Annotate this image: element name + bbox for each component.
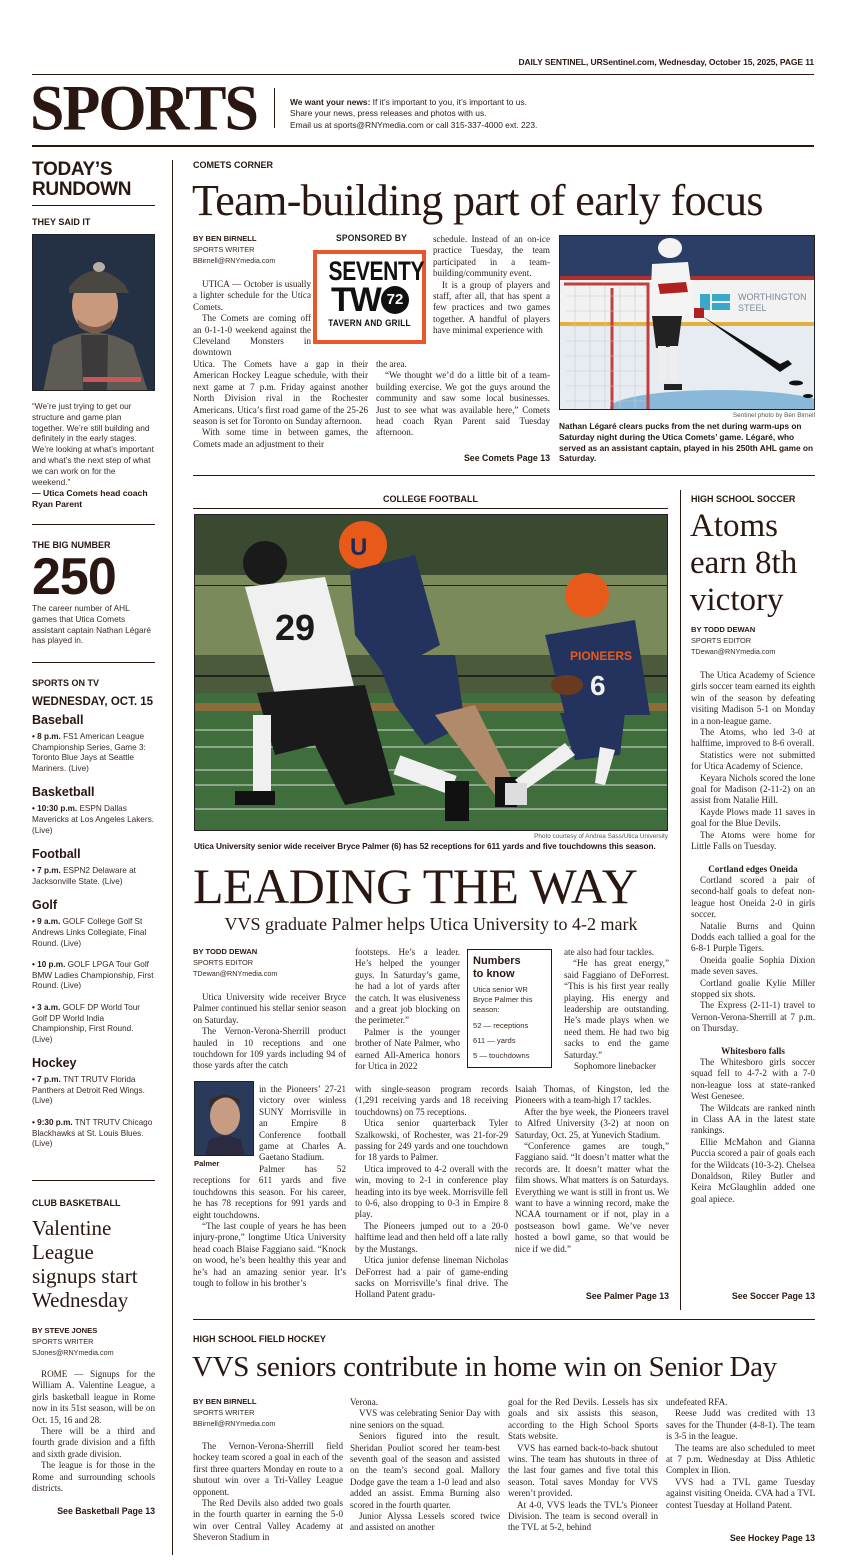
comets-byline — [193, 234, 311, 265]
tv-listing — [32, 804, 155, 836]
tv-listing — [32, 1118, 155, 1150]
paragraph: Sophomore linebacker — [574, 1061, 657, 1072]
they-said-it-kicker: THEY SAID IT — [32, 217, 91, 227]
news-note-line1: If it’s important to you, it’s important to us. — [370, 97, 527, 107]
news-note-lead: We want your news: — [290, 97, 371, 107]
paragraph: The Vernon-Verona-Sherrill field hockey team scored a goal in each of the first three quarters Monday en route to a shutout win over a Tri-Valley League opponent. — [193, 1441, 343, 1497]
page-folio: DAILY SENTINEL, URSentinel.com, Wednesday, October 15, 2025, PAGE 11 — [518, 57, 814, 67]
tv-listing-desc: ESPN Dallas Mavericks at Los Angeles Lakers. (Live) — [32, 804, 154, 835]
byline-email[interactable]: TDewan@RNYmedia.com — [193, 969, 278, 978]
tv-listing-time: • 8 p.m. — [32, 732, 61, 741]
tv-listing-desc: GOLF DP World Tour Golf DP World India Championship, First Round. (Live) — [32, 1002, 140, 1044]
news-submission-note — [290, 97, 537, 131]
byline-name: BY STEVE JONES — [32, 1326, 98, 1335]
football-col2-bottom — [355, 1084, 508, 1301]
quote-attribution: — Utica Comets head coach — [32, 488, 148, 499]
football-col1-bottom — [193, 1164, 346, 1289]
paragraph: Natalie Burns and Quinn Dodds each tallied a goal for the 6-8-1 Purple Tigers. — [691, 920, 815, 954]
jump-link-basketball[interactable]: See Basketball Page 13 — [57, 1506, 155, 1517]
football-deck: VVS graduate Palmer helps Utica University to 4-2 mark — [224, 914, 638, 934]
field-hockey-col1 — [193, 1441, 343, 1544]
paragraph: The Utica Academy of Science girls soccer team earned its eighth win of the season by defeating visiting Madison 5-1 on Monday in a non-league game. — [691, 670, 815, 726]
paragraph: UTICA — October is usually a lighter schedule for the Utica Comets. — [193, 279, 311, 312]
svg-text:6: 6 — [590, 670, 606, 701]
club-basketball-headline: Valentine League signups start Wednesday — [32, 1216, 138, 1312]
sponsor-logo-mark — [317, 281, 422, 319]
big-number-box — [32, 540, 155, 646]
paragraph: ROME — Signups for the William A. Valentine League, a girls basketball league in Rome now in its 51st season, will be on Oct. 15, 16 and 28. — [32, 1369, 155, 1425]
soccer-headline: Atoms earn 8th victory — [690, 508, 798, 618]
big-number-value: 250 — [32, 548, 116, 606]
tv-listing — [32, 1075, 155, 1107]
paragraph: in the Pioneers’ 27-21 victory over winless SUNY Morrisville in an Empire 8 Conference football game at Charles A. Gaetano Stadium. — [259, 1084, 346, 1163]
paragraph: Verona. — [350, 1397, 379, 1407]
paragraph: Keyara Nichols scored the lone goal for Madison (2-11-2) on an assist from Natalie Hill. — [691, 772, 815, 806]
byline-name: BY BEN BIRNELL — [193, 1397, 257, 1406]
rundown-title-line1: TODAY’S — [32, 159, 113, 180]
byline-role: SPORTS WRITER — [193, 1408, 255, 1417]
sidebar-divider — [172, 160, 173, 1555]
club-basketball-body — [32, 1369, 155, 1494]
paragraph: Utica. The Comets have a gap in their American Hockey League schedule, with their next game at 7 p.m. Friday against another North Division rival in the Rochester Americans. Utica’s first road game of the 25-26 season is set for Toronto on Sunday afternoon. — [193, 359, 368, 427]
sidebar-rule-2 — [32, 662, 155, 663]
sidebar-rule-1 — [32, 524, 155, 525]
news-note-line3[interactable]: Email us at sports@RNYmedia.com or call 315-337-4000 ext. 223. — [290, 119, 538, 130]
sponsor-logo-72-badge: 72 — [381, 286, 409, 314]
todays-rundown — [32, 160, 155, 510]
sports-on-tv-kicker: SPORTS ON TV — [32, 678, 100, 688]
rundown-title-line2: RUNDOWN — [32, 179, 132, 200]
hockey-photo — [559, 235, 815, 410]
comets-col1-bottom — [193, 359, 368, 450]
tv-listing-time: • 9:30 p.m. — [32, 1118, 73, 1128]
big-number-description: The career number of AHL games that Utica Comets assistant captain Nathan Légaré has played in. — [32, 603, 152, 646]
numbers-box-title-line2: to know — [473, 967, 515, 980]
news-note-line2: Share your news, press releases and photos with us. — [290, 108, 487, 119]
byline-email[interactable]: TDewan@RNYmedia.com — [691, 647, 776, 656]
tv-listing-time: • 10 p.m. — [32, 960, 66, 970]
section-title: SPORTS — [30, 72, 258, 145]
mugshot-caption: Palmer — [194, 1159, 220, 1168]
field-hockey-kicker: HIGH SCHOOL FIELD HOCKEY — [193, 1334, 326, 1344]
field-hockey-col2 — [350, 1397, 500, 1534]
hockey-player-image-icon — [560, 236, 815, 410]
paragraph: with single-season program records (1,291 receiving yards and 18 receiving touchdowns) on 75 receptions. — [355, 1084, 508, 1117]
quote-attribution-name: Ryan Parent — [32, 499, 83, 510]
header-rule-bottom — [32, 145, 814, 147]
paragraph: VVS has earned back-to-back shutout wins. The team has shutouts in three of the last four games and five total this season. Total saves Monday for VVS weren’t provided. — [508, 1442, 658, 1499]
football-col3-top — [564, 947, 669, 1072]
paragraph: “We thought we’d do a little bit of a team-building exercise. We got the guys around the community and saw some local businesses. Just to see what was available here,” Comets head coach Ryan Parent said Tuesday afternoon. — [376, 370, 550, 438]
paragraph: The teams are also scheduled to meet at 7 p.m. Wednesday at Diss Athletic Complex in Ilion. — [666, 1442, 815, 1476]
tv-day: WEDNESDAY, OCT. 15 — [32, 696, 153, 708]
tv-sport-hockey: Hockey — [32, 1056, 77, 1071]
sports-on-tv — [32, 678, 155, 1150]
paragraph: Statistics were not submitted for Utica Academy of Science. — [691, 749, 815, 772]
paragraph: Palmer has 52 receptions for 611 yards and five touchdowns this season. For his career, he has 78 receptions for 991 yards and eight touchdowns. — [193, 1164, 346, 1220]
sidebar-rule-3 — [32, 1180, 155, 1181]
paragraph: The Comets are coming off an 0-1-1-0 weekend against the Cleveland Monsters in downtown — [193, 313, 311, 358]
sponsor-block — [313, 233, 430, 344]
paragraph: The Pioneers jumped out to a 20-0 halftime lead and then held off a late rally by the Mustangs. — [355, 1220, 508, 1254]
photo-sign-line1: WORTHINGTON — [738, 292, 807, 302]
paragraph: Utica improved to 4-2 overall with the win, moving to 2-1 in conference play heading into its bye week. Morrisville fell to 0-6, also dropping to 0-3 in Empire 8 play. — [355, 1163, 508, 1220]
paragraph: Utica senior quarterback Tyler Szalkowski, of Rochester, was 21-for-29 passing for 249 yards and one touchdown for 18 yards to Palmer. — [355, 1118, 508, 1163]
tv-listing — [32, 917, 155, 949]
byline-email[interactable]: BBirnell@RNYmedia.com — [193, 256, 276, 265]
tv-listing-time: • 9 a.m. — [32, 917, 61, 927]
numbers-box-title-line1: Numbers — [473, 955, 521, 967]
football-col1-wrap — [259, 1084, 346, 1164]
sponsor-logo-tw: TW — [331, 281, 380, 319]
field-hockey-col4 — [666, 1397, 815, 1511]
paragraph: With some time in between games, the Comets made an adjustment to their — [193, 427, 368, 449]
tv-listing-desc: ESPN2 Delaware at Jacksonville State. (Live) — [32, 866, 136, 886]
byline-role: SPORTS EDITOR — [691, 636, 752, 645]
paragraph: The Whitesboro girls soccer squad fell to 4-7-2 with a 7-0 non-league loss at state-ranked West Genesee. — [691, 1057, 815, 1102]
coach-photo — [32, 234, 155, 391]
paragraph: Cortland goalie Kylie Miller stopped six shots. — [691, 977, 815, 999]
paragraph: Ellie McMahon and Gianna Puccia scored a pair of goals each for the Wildcats (10-3-2). Chelsea Donaldson, Riley Butler and Keira McGlaughlin added one goal apiece. — [691, 1136, 815, 1204]
tv-listing-desc: TNT TRUTV Florida Panthers at Detroit Red Wings. (Live) — [32, 1075, 145, 1106]
byline-name: BY TODD DEWAN — [691, 625, 756, 634]
club-basketball-kicker: CLUB BASKETBALL — [32, 1198, 121, 1208]
tv-listing — [32, 732, 155, 774]
football-photo-credit: Photo courtesy of Andrea Sass/Utica University — [534, 833, 668, 840]
paragraph: goal for the Red Devils. Lessels has six goals and six assists this season, according to the High School Sports Stats website. — [508, 1397, 658, 1442]
football-action-image-icon — [195, 515, 668, 831]
byline-name: BY BEN BIRNELL — [193, 234, 257, 243]
jump-link-hockey[interactable]: See Hockey Page 13 — [729, 1533, 815, 1543]
tv-sport-baseball: Baseball — [32, 713, 84, 727]
football-col3-bottom — [515, 1084, 669, 1255]
tv-listing-desc: FS1 American League Championship Series, Game 3: Toronto Blue Jays at Seattle Mariners. (Live) — [32, 732, 146, 773]
field-hockey-col3 — [508, 1397, 658, 1534]
tv-sport-golf: Golf — [32, 898, 57, 913]
paragraph: Junior Alyssa Lessels scored twice and assisted on another — [350, 1511, 500, 1533]
paragraph: The Atoms were home for Little Falls on Tuesday. — [691, 829, 815, 852]
paragraph: Utica junior defense lineman Nicholas DeForrest had a pair of game-ending sacks on Morrisville’s final drive. The Holland Patent gradu- — [355, 1255, 508, 1300]
soccer-body — [691, 670, 815, 1205]
tv-listing-time: • 10:30 p.m. — [32, 804, 78, 814]
jump-link-palmer[interactable]: See Palmer Page 13 — [585, 1291, 669, 1301]
paragraph: The Atoms, who led 3-0 at halftime, improved to 8-6 overall. — [691, 727, 815, 749]
comets-headline: Team-building part of early focus — [192, 176, 763, 225]
comets-col2-bottom — [376, 359, 550, 439]
tv-listing-time: • 3 a.m. — [32, 1002, 61, 1012]
byline-email[interactable]: BBirnell@RNYmedia.com — [193, 1419, 276, 1428]
tv-listing-desc: TNT TRUTV Chicago Blackhawks at St. Louis Blues. (Live) — [32, 1118, 153, 1149]
stat-receptions: 52 — receptions — [473, 1021, 529, 1030]
field-hockey-top-rule — [193, 1319, 815, 1320]
paragraph: “The last couple of years he has been injury-prone,” longtime Utica University head coach Blaise Faggiano said. “Knock on wood, he’s been healthy this year and he’s had an amazing senior year. It’s tough to follow in his brother’s — [193, 1221, 346, 1289]
paragraph: The Wildcats are ranked ninth in Class AA in the latest state rankings. — [691, 1102, 815, 1136]
paragraph: VVS was celebrating Senior Day with nine seniors on the squad. — [350, 1408, 500, 1430]
paragraph: Seniors figured into the result. Sheridan Pouliot scored her team-best seventh goal of the season and assisted on the team’s second goal. Mallory Dodge gave the team a 1-0 lead and also added an assist. Emma Burning also scored in the fourth quarter. — [350, 1431, 500, 1510]
football-kicker-rule — [193, 508, 668, 509]
football-headline: LEADING THE WAY — [193, 858, 638, 914]
sponsor-logo-line1: SEVENTY — [328, 256, 425, 286]
sponsor-logo-line3: TAVERN AND GRILL — [328, 318, 411, 328]
comets-kicker: COMETS CORNER — [193, 160, 274, 170]
tv-listing-time: • 7 p.m. — [32, 1075, 61, 1085]
paragraph: The Express (2-11-1) travel to Vernon-Verona-Sherrill at 7 p.m. on Thursday. — [691, 1000, 815, 1034]
svg-text:PIONEERS: PIONEERS — [570, 649, 633, 663]
field-hockey-byline — [193, 1397, 343, 1428]
paragraph: Reese Judd was credited with 13 saves for the Thunder (4-8-1). The team is 3-5 in the league. — [666, 1408, 815, 1442]
byline-name: BY TODD DEWAN — [193, 947, 258, 956]
jump-link-soccer[interactable]: See Soccer Page 13 — [731, 1291, 815, 1301]
paragraph: footsteps. He’s a leader. He’s helped the younger guys. In Saturday’s game, he had a lot of yards after the catch. It was elusiveness and a great job blocking on the perimeter.” — [355, 947, 460, 1026]
tv-listing-desc: GOLF College Golf St Andrews Links Collegiate, Final Round. (Live) — [32, 917, 147, 948]
soccer-byline — [691, 625, 815, 656]
stat-yards: 611 — yards — [473, 1036, 516, 1045]
palmer-mugshot — [194, 1081, 254, 1156]
football-photo-cutline: Utica University senior wide receiver Bryce Palmer (6) has 52 receptions for 611 yards and five touchdowns this season. — [194, 841, 656, 851]
palmer-headshot-icon — [195, 1082, 254, 1156]
paragraph: schedule. Instead of an on-ice practice Tuesday, the team participated in a team-building/community event. — [433, 234, 550, 279]
byline-email[interactable]: SJones@RNYmedia.com — [32, 1348, 114, 1357]
comets-col1-top — [193, 279, 311, 359]
soccer-subhead-cortland: Cortland edges Oneida — [708, 863, 798, 874]
numbers-to-know-box — [467, 949, 552, 1068]
paragraph: the area. — [376, 359, 407, 369]
paragraph: Kayde Plows made 11 saves in goal for the Blue Devils. — [691, 806, 815, 829]
soccer-column-divider — [680, 490, 681, 1310]
tv-listing-time: • 7 p.m. — [32, 866, 61, 876]
paragraph: “He has great energy,” said Faggiano of DeForrest. “This is his first year really playing. His energy and leadership are outstanding. He’s made plays when we need them. He had two big sacks to end the game Saturday.” — [564, 958, 669, 1060]
paragraph: There will be a third and fourth grade division and a fifth and sixth grade division. — [32, 1426, 155, 1459]
football-col2-top — [355, 947, 460, 1072]
field-hockey-headline: VVS seniors contribute in home win on Senior Day — [192, 1351, 777, 1383]
paragraph: The Red Devils also added two goals in the fourth quarter in earning the 5-0 win over Central Valley Academy at Sheveron Stadium in — [193, 1498, 343, 1543]
tv-listing-desc: GOLF LPGA Tour Golf BMW Ladies Championship, First Round. (Live) — [32, 960, 154, 991]
paragraph: Utica University wide receiver Bryce Palmer continued his stellar senior season on Saturday. — [193, 992, 346, 1025]
coach-quote: “We’re just trying to get our structure and game plan together. We’re still building and definitely in the early stages. We’re looking at what’s important and what’s the next step of what we can work on for the weekend.” — [32, 401, 154, 487]
byline-role: SPORTS WRITER — [32, 1337, 94, 1346]
header-divider — [274, 88, 275, 128]
stat-touchdowns: 5 — touchdowns — [473, 1051, 530, 1060]
comets-col2-top — [433, 234, 550, 337]
byline-role: SPORTS EDITOR — [193, 958, 254, 967]
tv-sport-football: Football — [32, 847, 81, 862]
tv-sport-basketball: Basketball — [32, 785, 95, 800]
paragraph: Isaiah Thomas, of Kingston, led the Pioneers with a team-high 17 tackles. — [515, 1084, 669, 1106]
svg-text:29: 29 — [275, 607, 316, 648]
tv-listing — [32, 1003, 155, 1045]
hockey-photo-cutline: Nathan Légaré clears pucks from the net during warm-ups on Saturday night during the Utica Comets’ game. Légaré, who served as an assistant captain, played in his 250th AHL game on Saturday. — [559, 421, 814, 464]
rundown-rule — [32, 205, 155, 206]
paragraph: undefeated RFA. — [666, 1397, 728, 1407]
football-kicker: COLLEGE FOOTBALL — [383, 494, 478, 504]
paragraph: ate also had four tackles. — [564, 947, 655, 957]
tv-listing — [32, 866, 155, 887]
paragraph: The Vernon-Verona-Sherrill product hauled in 10 receptions and one touchdown for 109 yards including 94 of those yards after the catch — [193, 1026, 346, 1071]
paragraph: The league is for those in the Rome and surrounding schools districts. — [32, 1460, 155, 1494]
sponsor-logo-seventy-two[interactable] — [313, 250, 426, 344]
paragraph: Palmer is the younger brother of Nate Palmer, who earned All-America honors for Utica in 2022 — [355, 1026, 460, 1072]
sponsor-label: SPONSORED BY — [335, 233, 408, 244]
comets-bottom-rule — [193, 475, 815, 476]
paragraph: It is a group of players and staff, after all, that has spent a few practices and two games together. A handful of players have minimal experience with — [433, 279, 550, 336]
club-basketball-story — [32, 1198, 155, 1516]
paragraph: “Conference games are tough,” Faggiano said. “It doesn’t matter what the records are. It doesn’t matter what the film shows. What matters is on Saturdays. Everything we want is still in front us. We want to have a winning record, make the NCAA tournament or if not, play in a postseason bowl game. We’ve never hosted a bowl game, so that would be nice if we did.” — [515, 1141, 669, 1254]
big-number-kicker: THE BIG NUMBER — [32, 540, 111, 550]
byline-role: SPORTS WRITER — [193, 245, 255, 254]
soccer-subhead-whitesboro: Whitesboro falls — [721, 1045, 785, 1056]
photo-sign-line2: STEEL — [738, 303, 767, 313]
paragraph: Cortland scored a pair of second-half goals to defeat non-league host Oneida 2-0 in girls soccer. — [691, 874, 815, 920]
football-col1-top — [193, 992, 346, 1072]
paragraph: Oneida goalie Sophia Dixion made seven saves. — [691, 954, 815, 977]
paragraph: VVS had a TVL game Tuesday against visiting Oneida. CVA had a TVL contest Tuesday at Holland Patent. — [666, 1476, 815, 1510]
coach-portrait-icon — [33, 235, 155, 391]
football-byline — [193, 947, 343, 978]
hockey-photo-credit: Sentinel photo by Ben Birnell — [732, 412, 815, 419]
jump-link-comets[interactable]: See Comets Page 13 — [463, 453, 550, 463]
numbers-box-intro: Utica senior WR Bryce Palmer this season: — [473, 985, 533, 1014]
football-photo — [194, 514, 668, 831]
svg-text:U: U — [350, 534, 368, 561]
paragraph: At 4-0, VVS leads the TVL’s Pioneer Division. The team is second overall in the TVL at 5-2, behind — [508, 1499, 658, 1533]
soccer-kicker: HIGH SCHOOL SOCCER — [691, 494, 796, 504]
paragraph: After the bye week, the Pioneers travel to Alfred University (3-2) at noon on Saturday, Oct. 25, at Yunevich Stadium. — [515, 1106, 669, 1140]
tv-listing — [32, 960, 155, 992]
